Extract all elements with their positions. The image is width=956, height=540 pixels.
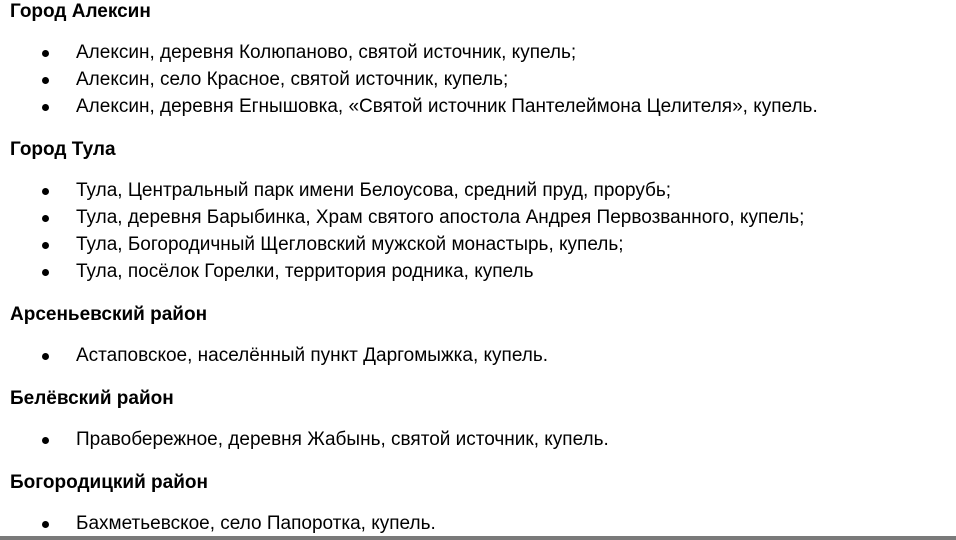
list-item-text: Тула, Богородичный Щегловский мужской монастырь, купель; (76, 234, 624, 255)
section-title: Арсеньевский район (10, 304, 208, 325)
list-item (10, 342, 956, 369)
bullet-icon (42, 215, 49, 222)
list-item (10, 426, 956, 453)
list-item-text: Алексин, село Красное, святой источник, купель; (76, 69, 509, 90)
list-item (10, 204, 956, 231)
list-item (10, 258, 956, 285)
section-title: Город Алексин (10, 1, 151, 22)
list-item-text: Астаповское, населённый пункт Даргомыжка, купель. (76, 345, 549, 366)
list-item (10, 66, 956, 93)
section-list (10, 510, 956, 537)
list-item (10, 510, 956, 537)
list-item (10, 93, 956, 120)
list-item-text: Бахметьевское, село Папоротка, купель. (76, 513, 436, 534)
bullet-icon (42, 188, 49, 195)
section-title: Богородицкий район (10, 472, 208, 493)
list-item (10, 231, 956, 258)
bullet-icon (42, 437, 49, 444)
list-item (10, 39, 956, 66)
bullet-icon (42, 104, 49, 111)
section-list (10, 426, 956, 453)
list-item-text: Тула, деревня Барыбинка, Храм святого апостола Андрея Первозванного, купель; (76, 207, 805, 228)
list-item-text: Алексин, деревня Егнышовка, «Святой источник Пантелеймона Целителя», купель. (76, 96, 818, 117)
bullet-icon (42, 269, 49, 276)
bullet-icon (42, 521, 49, 528)
section-list (10, 342, 956, 369)
list-item-text: Алексин, деревня Колюпаново, святой источник, купель; (76, 42, 577, 63)
bullet-icon (42, 50, 49, 57)
section-title: Белёвский район (10, 388, 174, 409)
bullet-icon (42, 242, 49, 249)
bullet-icon (42, 77, 49, 84)
section-list (10, 39, 956, 120)
bottom-border (0, 536, 956, 540)
section-list (10, 177, 956, 285)
list-item-text: Правобережное, деревня Жабынь, святой источник, купель. (76, 429, 609, 450)
bullet-icon (42, 353, 49, 360)
list-item (10, 177, 956, 204)
list-item-text: Тула, Центральный парк имени Белоусова, средний пруд, прорубь; (76, 180, 672, 201)
document (0, 1, 956, 537)
list-item-text: Тула, посёлок Горелки, территория родника, купель (76, 261, 534, 282)
section-title: Город Тула (10, 139, 116, 160)
